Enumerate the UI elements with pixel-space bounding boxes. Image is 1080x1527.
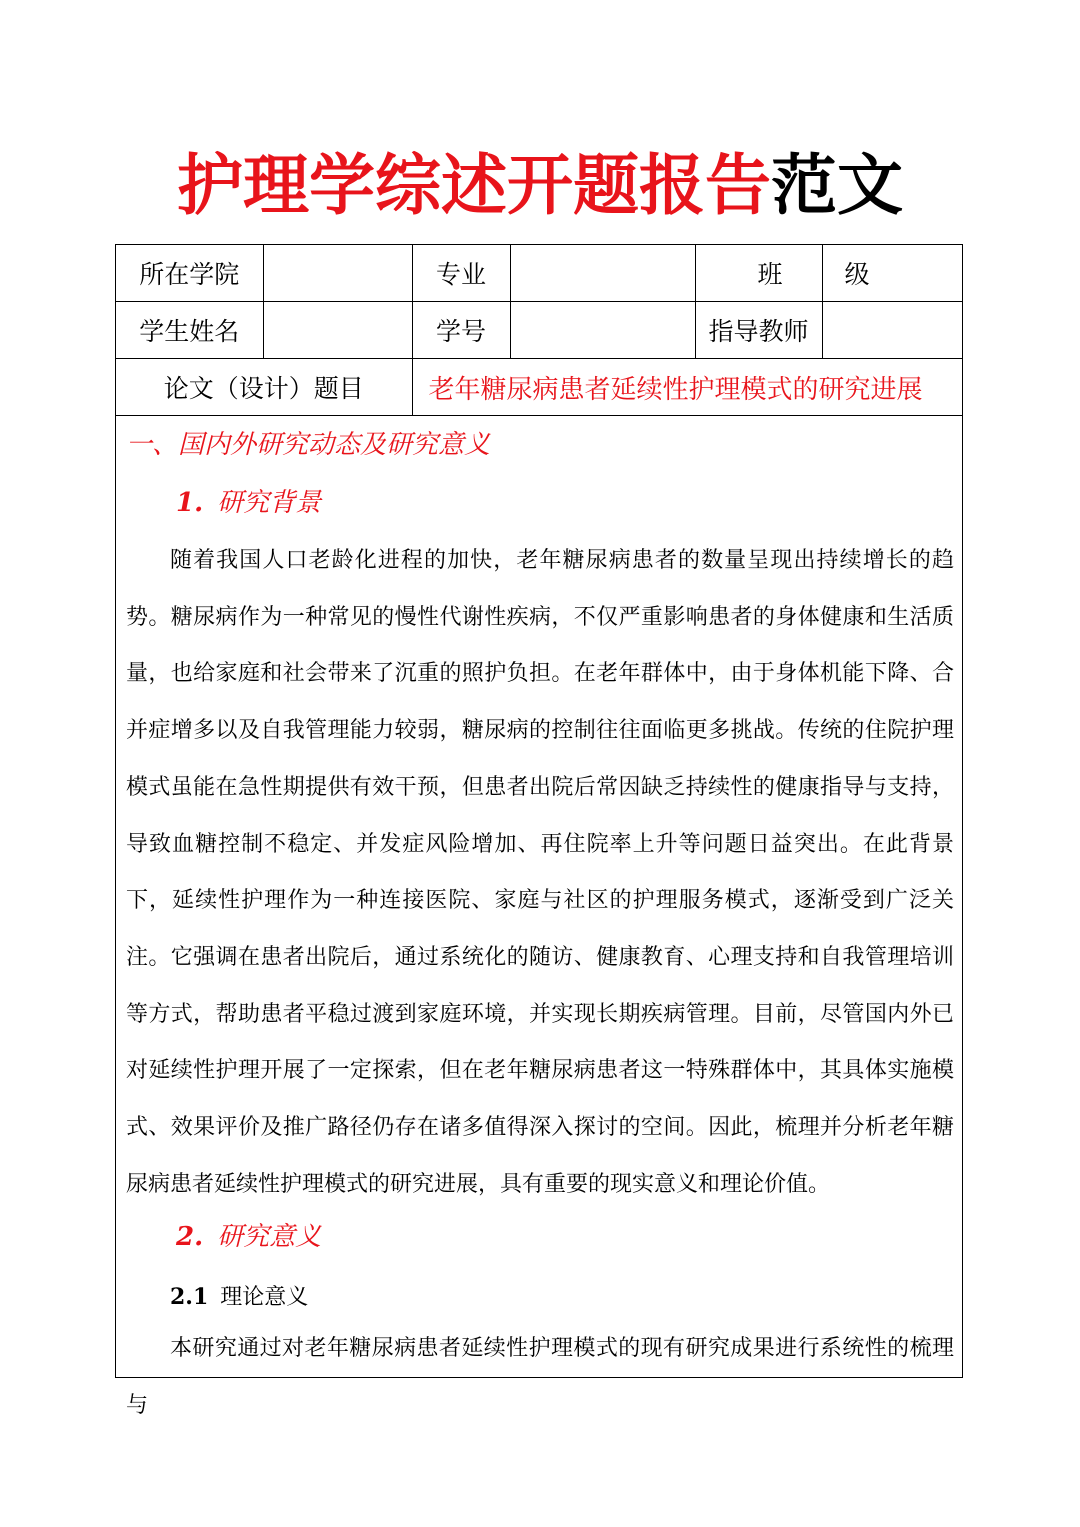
title-black-part: 范文 xyxy=(771,146,903,224)
college-field[interactable] xyxy=(263,245,412,302)
subsection-1-number: 1. xyxy=(176,488,204,518)
class-label: 班级 xyxy=(695,245,822,302)
subsection-1-heading xyxy=(176,485,321,521)
advisor-field[interactable] xyxy=(822,302,962,359)
subsection-2-1-number: 2.1 xyxy=(170,1284,209,1310)
topic-label: 论文（设计）题目 xyxy=(116,359,412,416)
advisor-label: 指导教师 xyxy=(695,302,822,359)
student-id-field[interactable] xyxy=(510,302,695,359)
info-row-1 xyxy=(116,245,962,302)
report-content xyxy=(116,417,962,1418)
section-1-heading: 一、国内外研究动态及研究意义 xyxy=(126,430,491,460)
college-label: 所在学院 xyxy=(116,245,263,302)
subsection-2-1-title: 理论意义 xyxy=(220,1285,309,1310)
theory-paragraph: 本研究通过对老年糖尿病患者延续性护理模式的现有研究成果进行系统性的梳理与 xyxy=(126,1336,954,1418)
title-red-part: 护理学综述开题报告 xyxy=(177,146,771,224)
info-row-3 xyxy=(116,359,962,416)
subsection-2-1-heading xyxy=(170,1279,308,1316)
subsection-2-number: 2. xyxy=(176,1222,204,1252)
major-field[interactable] xyxy=(510,245,695,302)
student-id-label: 学号 xyxy=(412,302,510,359)
report-form xyxy=(115,244,963,1418)
topic-field[interactable]: 老年糖尿病患者延续性护理模式的研究进展 xyxy=(412,359,962,416)
major-label: 专业 xyxy=(412,245,510,302)
info-row-2 xyxy=(116,302,962,359)
subsection-2-heading xyxy=(176,1219,321,1255)
student-name-label: 学生姓名 xyxy=(116,302,263,359)
background-paragraph: 随着我国人口老龄化进程的加快，老年糖尿病患者的数量呈现出持续增长的趋势。糖尿病作为一种常见的慢性代谢性疾病，不仅严重影响患者的身体健康和生活质量，也给家庭和社会带来了沉重的照护负担。在老年群体中，由于身体机能下降、合并症增多以及自我管理能力较弱，糖尿病的控制往往面临更多挑战。传统的住院护理模式虽能在急性期提供有效干预，但患者出院后常因缺乏持续性的健康指导与支持，导致血糖控制不稳定、并发症风险增加、再住院率上升等问题日益突出。在此背景下，延续性护理作为一种连接医院、家庭与社区的护理服务模式，逐渐受到广泛关注。它强调在患者出院后，通过系统化的随访、健康教育、心理支持和自我管理培训等方式，帮助患者平稳过渡到家庭环境，并实现长期疾病管理。目前，尽管国内外已对延续性护理开展了一定探索，但在老年糖尿病患者这一特殊群体中，其具体实施模式、效果评价及推广路径仍存在诸多值得深入探讨的空间。因此，梳理并分析老年糖尿病患者延续性护理模式的研究进展，具有重要的现实意义和理论价值。 xyxy=(126,548,954,1197)
student-name-field[interactable] xyxy=(263,302,412,359)
info-table xyxy=(116,245,962,416)
subsection-2-title: 研究意义 xyxy=(217,1222,322,1252)
document-title xyxy=(0,140,1080,230)
subsection-1-title: 研究背景 xyxy=(217,488,322,518)
